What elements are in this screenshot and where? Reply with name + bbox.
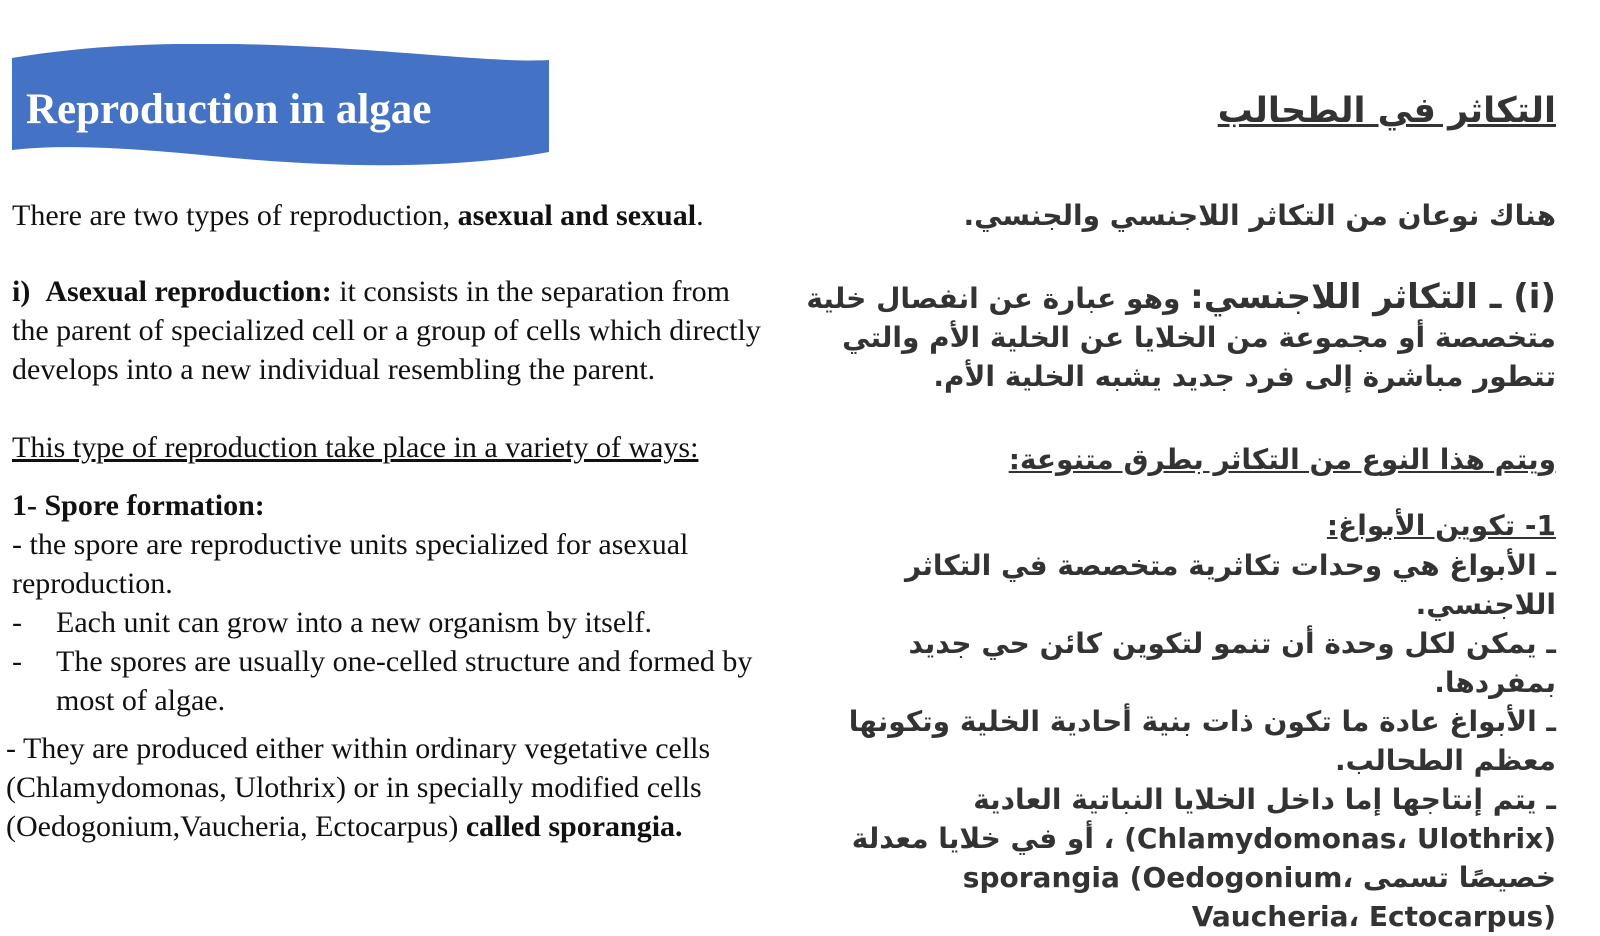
arabic-ways-text: ويتم هذا النوع من التكاثر بطرق متنوعة: xyxy=(1008,443,1556,476)
page-title: Reproduction in algae xyxy=(26,86,432,133)
produced-paragraph xyxy=(6,729,792,846)
arabic-intro-text: هناك نوعان من التكاثر اللاجنسي والجنسي. xyxy=(963,199,1556,232)
bullet-text: Each unit can grow into a new organism by itself. xyxy=(56,606,652,639)
arabic-list-item: ـ يمكن لكل وحدة أن تنمو لتكوين كائن حي جديد بمفردها. xyxy=(908,627,1556,699)
asexual-paragraph xyxy=(12,272,772,389)
intro-bold: asexual and sexual xyxy=(457,199,697,232)
arabic-asexual-heading: (i) ـ التكاثر اللاجنسي: xyxy=(1190,277,1556,317)
produced-text: - They are produced either within ordinary vegetative cells (Chlamydomonas, Ulothrix) or in specially modified cells (Oedogonium,Vaucheria, Ectocarpus) xyxy=(6,732,711,843)
arabic-title-text: التكاثر في الطحالب xyxy=(1217,91,1556,131)
arabic-intro xyxy=(786,196,1556,235)
asexual-number: i) xyxy=(12,275,31,308)
arabic-spore-heading xyxy=(786,506,1556,545)
arabic-list-item: ـ يتم إنتاجها إما داخل الخلايا النباتية العادية (Chlamydomonas، Ulothrix) ، أو في خلايا معدلة خصيصًا تسمى sporangia (Oedogonium، Vaucheria، Ectocarpus) xyxy=(851,783,1556,933)
produced-bold: called sporangia. xyxy=(465,810,683,843)
ways-text: This type of reproduction take place in a variety of ways: xyxy=(12,431,699,464)
spore-heading-text: 1- Spore formation: xyxy=(12,489,265,522)
bullet-item xyxy=(12,642,796,720)
arabic-spore-list xyxy=(786,546,1556,936)
bullet-item xyxy=(12,603,836,642)
title-banner xyxy=(12,44,552,168)
intro-text: There are two types of reproduction, xyxy=(12,199,458,232)
arabic-spore-heading-text: 1- تكوين الأبواغ: xyxy=(1326,509,1556,542)
asexual-heading: Asexual reproduction: xyxy=(45,275,332,308)
bullet-dash: - xyxy=(12,606,22,639)
spore-heading xyxy=(12,486,792,525)
arabic-list-item: ـ الأبواغ هي وحدات تكاثرية متخصصة في التكاثر اللاجنسي. xyxy=(904,549,1556,621)
spore-definition: - the spore are reproductive units specialized for asexual reproduction. xyxy=(12,528,689,600)
arabic-list-item: ـ الأبواغ عادة ما تكون ذات بنية أحادية الخلية وتكونها معظم الطحالب. xyxy=(848,705,1556,777)
bullet-dash: - xyxy=(12,645,22,678)
bullet-text: The spores are usually one-celled structure and formed by most of algae. xyxy=(56,645,753,717)
arabic-ways xyxy=(786,440,1556,479)
intro-end: . xyxy=(696,199,704,232)
asexual-text: it consists in the separation from the parent of specialized cell or a group of cells which directly develops into a new individual resembling the parent. xyxy=(12,275,761,386)
intro-paragraph xyxy=(12,196,792,235)
arabic-asexual-text: وهو عبارة عن انفصال خلية متخصصة أو مجموعة من الخلايا عن الخلية الأم والتي تتطور مباشرة إلى فرد جديد يشبه الخلية الأم. xyxy=(806,282,1556,393)
arabic-asexual-paragraph xyxy=(786,278,1556,396)
arabic-title xyxy=(786,86,1556,136)
